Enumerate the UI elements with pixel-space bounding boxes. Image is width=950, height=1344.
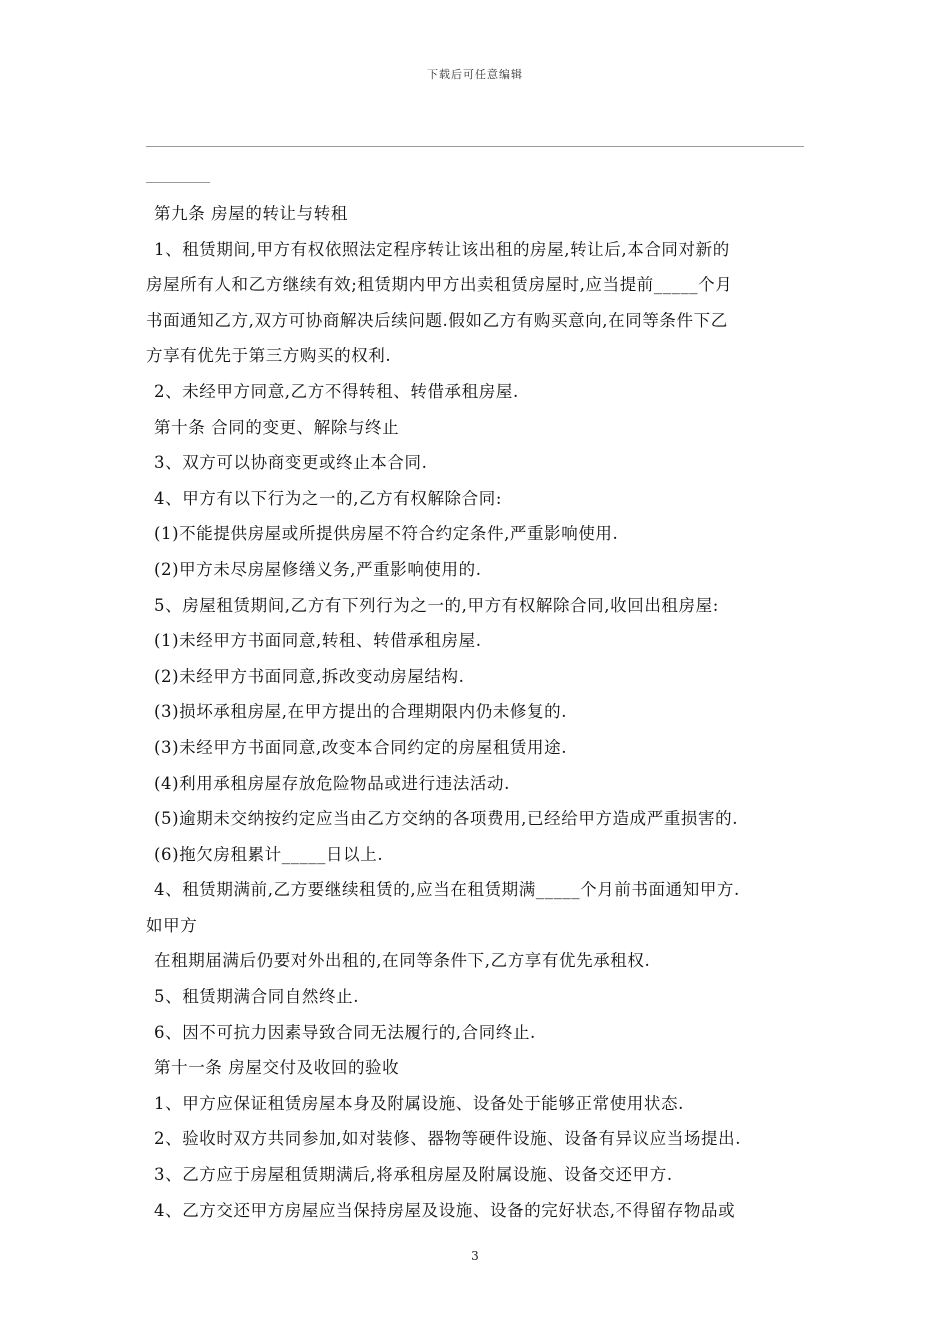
text-line: 在租期届满后仍要对外出租的,在同等条件下,乙方享有优先承租权. xyxy=(154,951,651,971)
text-line: (6)拖欠房租累计_____日以上. xyxy=(154,844,384,864)
text-line: 2、验收时双方共同参加,如对装修、器物等硬件设施、设备有异议应当场提出. xyxy=(154,1129,742,1149)
header-divider-long xyxy=(146,146,804,147)
page-header-note: 下载后可任意编辑 xyxy=(427,68,523,81)
text-line: (2)未经甲方书面同意,拆改变动房屋结构. xyxy=(154,666,465,686)
text-line: 6、因不可抗力因素导致合同无法履行的,合同终止. xyxy=(154,1022,536,1042)
text-line: 4、甲方有以下行为之一的,乙方有权解除合同: xyxy=(154,488,503,508)
text-line: 1、租赁期间,甲方有权依照法定程序转让该出租的房屋,转让后,本合同对新的 xyxy=(154,239,730,259)
text-line: 书面通知乙方,双方可协商解决后续问题.假如乙方有购买意向,在同等条件下乙 xyxy=(146,310,728,330)
text-line: (4)利用承租房屋存放危险物品或进行违法活动. xyxy=(154,773,510,793)
text-line: 4、乙方交还甲方房屋应当保持房屋及设施、设备的完好状态,不得留存物品或 xyxy=(154,1200,736,1220)
header-divider-short xyxy=(146,182,210,183)
text-line: (2)甲方未尽房屋修缮义务,严重影响使用的. xyxy=(154,559,482,579)
text-line: (5)逾期未交纳按约定应当由乙方交纳的各项费用,已经给甲方造成严重损害的. xyxy=(154,809,739,829)
text-line: 方享有优先于第三方购买的权利. xyxy=(146,346,392,366)
text-line: 房屋所有人和乙方继续有效;租赁期内甲方出卖租赁房屋时,应当提前_____个月 xyxy=(146,275,733,295)
text-line: 5、租赁期满合同自然终止. xyxy=(154,987,360,1007)
text-line: 2、未经甲方同意,乙方不得转租、转借承租房屋. xyxy=(154,381,519,401)
text-line: 5、房屋租赁期间,乙方有下列行为之一的,甲方有权解除合同,收回出租房屋: xyxy=(154,595,719,615)
text-line: 第十一条 房屋交付及收回的验收 xyxy=(154,1058,400,1078)
text-line: 第九条 房屋的转让与转租 xyxy=(154,204,348,223)
text-line: 第十条 合同的变更、解除与终止 xyxy=(154,417,400,437)
text-line: 4、租赁期满前,乙方要继续租赁的,应当在租赁期满_____个月前书面通知甲方. xyxy=(154,880,740,900)
text-line: 3、乙方应于房屋租赁期满后,将承租房屋及附属设施、设备交还甲方. xyxy=(154,1165,673,1185)
text-line: 如甲方 xyxy=(146,915,198,935)
text-line: (1)未经甲方书面同意,转租、转借承租房屋. xyxy=(154,631,482,651)
contract-body xyxy=(146,196,814,1228)
text-line: 3、双方可以协商变更或终止本合同. xyxy=(154,453,428,473)
text-line: 1、甲方应保证租赁房屋本身及附属设施、设备处于能够正常使用状态. xyxy=(154,1093,684,1113)
text-line: (1)不能提供房屋或所提供房屋不符合约定条件,严重影响使用. xyxy=(154,524,619,544)
text-line: (3)损坏承租房屋,在甲方提出的合理期限内仍未修复的. xyxy=(154,702,568,722)
page-number: 3 xyxy=(471,1249,479,1263)
text-line: (3)未经甲方书面同意,改变本合同约定的房屋租赁用途. xyxy=(154,737,568,757)
